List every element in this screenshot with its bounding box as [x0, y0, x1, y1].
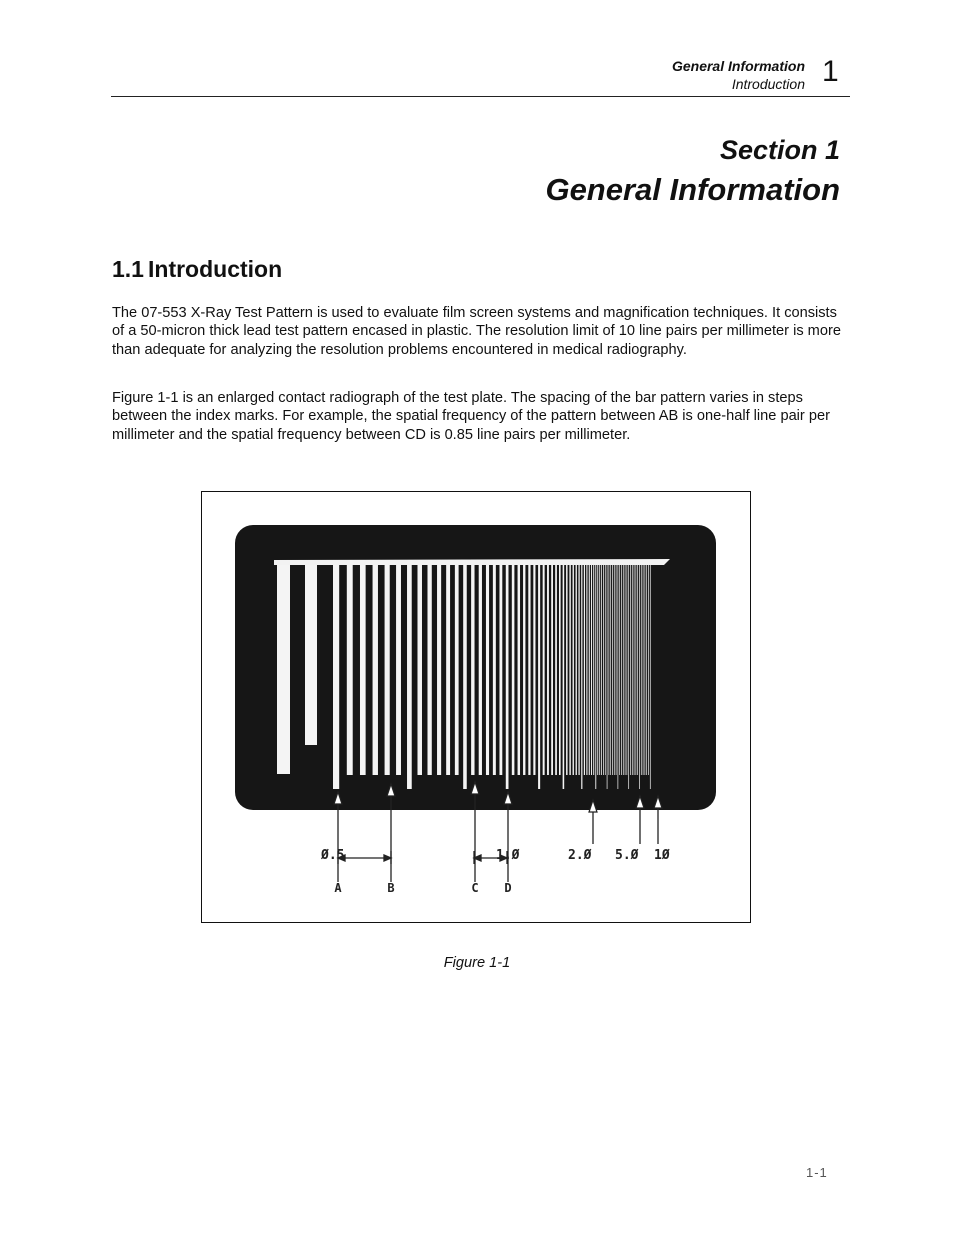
- pattern-bar: [563, 565, 565, 789]
- pattern-bar: [591, 565, 592, 775]
- pattern-bar: [597, 565, 598, 775]
- pattern-bar: [632, 565, 633, 775]
- intro-paragraph-2: Figure 1-1 is an enlarged contact radiograph of the test plate. The spacing of the bar pattern varies in steps between the index marks. For example, the spatial frequency of the pattern between AB is one-half line pair per millimeter and the spatial frequency between CD is 0.85 line pairs per millimeter.: [112, 390, 830, 443]
- index-arrow: [636, 796, 644, 844]
- pattern-bar: [599, 565, 600, 775]
- pattern-bar: [576, 565, 577, 775]
- intro-paragraph-1: The 07-553 X-Ray Test Pattern is used to evaluate film screen systems and magnification techniques. It consists of a 50-micron thick lead test pattern encased in plastic. The resolution limit of 10 line pairs per millimeter is more than adequate for analyzing the resolution problems encountered in medical radiography.: [112, 305, 841, 358]
- pattern-bar: [623, 565, 624, 775]
- pattern-bar: [407, 565, 412, 789]
- subsection-number: 1.1: [112, 256, 144, 282]
- pattern-bar: [437, 565, 441, 775]
- freq-label-1-0: 1.Ø: [496, 848, 520, 863]
- pattern-bar: [518, 565, 520, 775]
- pattern-bar: [493, 565, 496, 775]
- pattern-bar: [648, 565, 649, 775]
- chapter-number: 1: [822, 55, 839, 88]
- pattern-bar: [555, 565, 557, 775]
- pattern-bar: [627, 565, 628, 775]
- pattern-bar: [605, 565, 606, 775]
- pattern-bar: [538, 565, 540, 789]
- pattern-bar: [506, 565, 509, 789]
- pattern-bar: [360, 565, 366, 775]
- pattern-bar: [446, 565, 450, 775]
- test-pattern-radiograph: [202, 492, 752, 924]
- pattern-bar: [573, 565, 574, 775]
- pattern-bar: [625, 565, 626, 775]
- pattern-bar: [628, 565, 629, 789]
- pattern-bar: [455, 565, 459, 775]
- pattern-bar: [547, 565, 549, 775]
- pattern-bar: [601, 565, 602, 775]
- point-label-c: C: [471, 881, 479, 895]
- pattern-bar: [471, 565, 474, 775]
- pattern-bar: [333, 565, 339, 789]
- pattern-bar: [277, 565, 290, 774]
- freq-label-10: 1Ø: [654, 848, 670, 863]
- pattern-bar: [486, 565, 489, 775]
- pattern-bar: [551, 565, 553, 775]
- pattern-bar: [533, 565, 535, 775]
- pattern-bar: [512, 565, 515, 775]
- pattern-bar: [619, 565, 620, 775]
- pattern-bar: [347, 565, 353, 775]
- pattern-bar: [385, 565, 390, 775]
- pattern-bar: [616, 565, 617, 775]
- running-header: [672, 57, 805, 93]
- pattern-bar: [637, 565, 638, 775]
- pattern-bar: [618, 565, 619, 789]
- pattern-bar: [621, 565, 622, 775]
- pattern-bar: [305, 565, 317, 745]
- index-arrow: [589, 800, 597, 844]
- pattern-bar: [581, 565, 582, 789]
- index-arrow: [654, 796, 662, 844]
- pattern-top-edge: [274, 559, 670, 565]
- pattern-bar: [595, 565, 596, 789]
- pattern-bar: [643, 565, 644, 775]
- pattern-bar: [589, 565, 590, 775]
- subsection-heading: [112, 254, 282, 284]
- pattern-bar: [586, 565, 587, 775]
- pattern-bar: [396, 565, 401, 775]
- pattern-bar: [609, 565, 610, 775]
- pattern-bar: [610, 565, 611, 775]
- pattern-bar: [614, 565, 615, 775]
- header-rule: [111, 96, 850, 97]
- point-label-a: A: [334, 881, 342, 895]
- pattern-bar: [646, 565, 647, 775]
- pattern-bar: [578, 565, 579, 775]
- freq-label-2-0: 2.Ø: [568, 848, 592, 863]
- figure-caption: Figure 1-1: [443, 955, 511, 971]
- pattern-bar: [603, 565, 604, 775]
- page-number: 1-1: [806, 1165, 828, 1180]
- section-title: General Information: [545, 172, 840, 207]
- pattern-bar: [593, 565, 594, 775]
- freq-label-0-5: Ø.5: [321, 848, 345, 863]
- pattern-bar: [645, 565, 646, 775]
- pattern-bar: [636, 565, 637, 775]
- pattern-bar: [607, 565, 608, 789]
- pattern-bar: [427, 565, 431, 775]
- pattern-bar: [630, 565, 631, 775]
- freq-label-5-0: 5.Ø: [615, 848, 639, 863]
- pattern-bar: [634, 565, 635, 775]
- pattern-bar: [584, 565, 585, 775]
- pattern-bar: [612, 565, 613, 775]
- pattern-bar: [639, 565, 640, 789]
- pattern-bar: [569, 565, 570, 775]
- running-header-section: Introduction: [731, 76, 805, 92]
- section-label: Section 1: [719, 135, 840, 165]
- figure-frame: [201, 491, 751, 923]
- point-label-b: B: [387, 881, 395, 895]
- pattern-bar: [528, 565, 530, 775]
- pattern-bar: [373, 565, 378, 775]
- pattern-bar: [543, 565, 545, 775]
- ab-dimension: [338, 851, 391, 864]
- pattern-bar: [417, 565, 421, 775]
- pattern-bar: [650, 565, 651, 789]
- pattern-bar: [559, 565, 561, 775]
- subsection-title: Introduction: [148, 256, 283, 282]
- pattern-bar: [641, 565, 642, 775]
- pattern-bar: [479, 565, 482, 775]
- pattern-bar: [523, 565, 525, 775]
- pattern-bar: [566, 565, 567, 775]
- pattern-bar: [463, 565, 467, 789]
- point-label-d: D: [504, 881, 512, 895]
- pattern-bar: [499, 565, 502, 775]
- running-header-chapter: General Information: [671, 58, 805, 74]
